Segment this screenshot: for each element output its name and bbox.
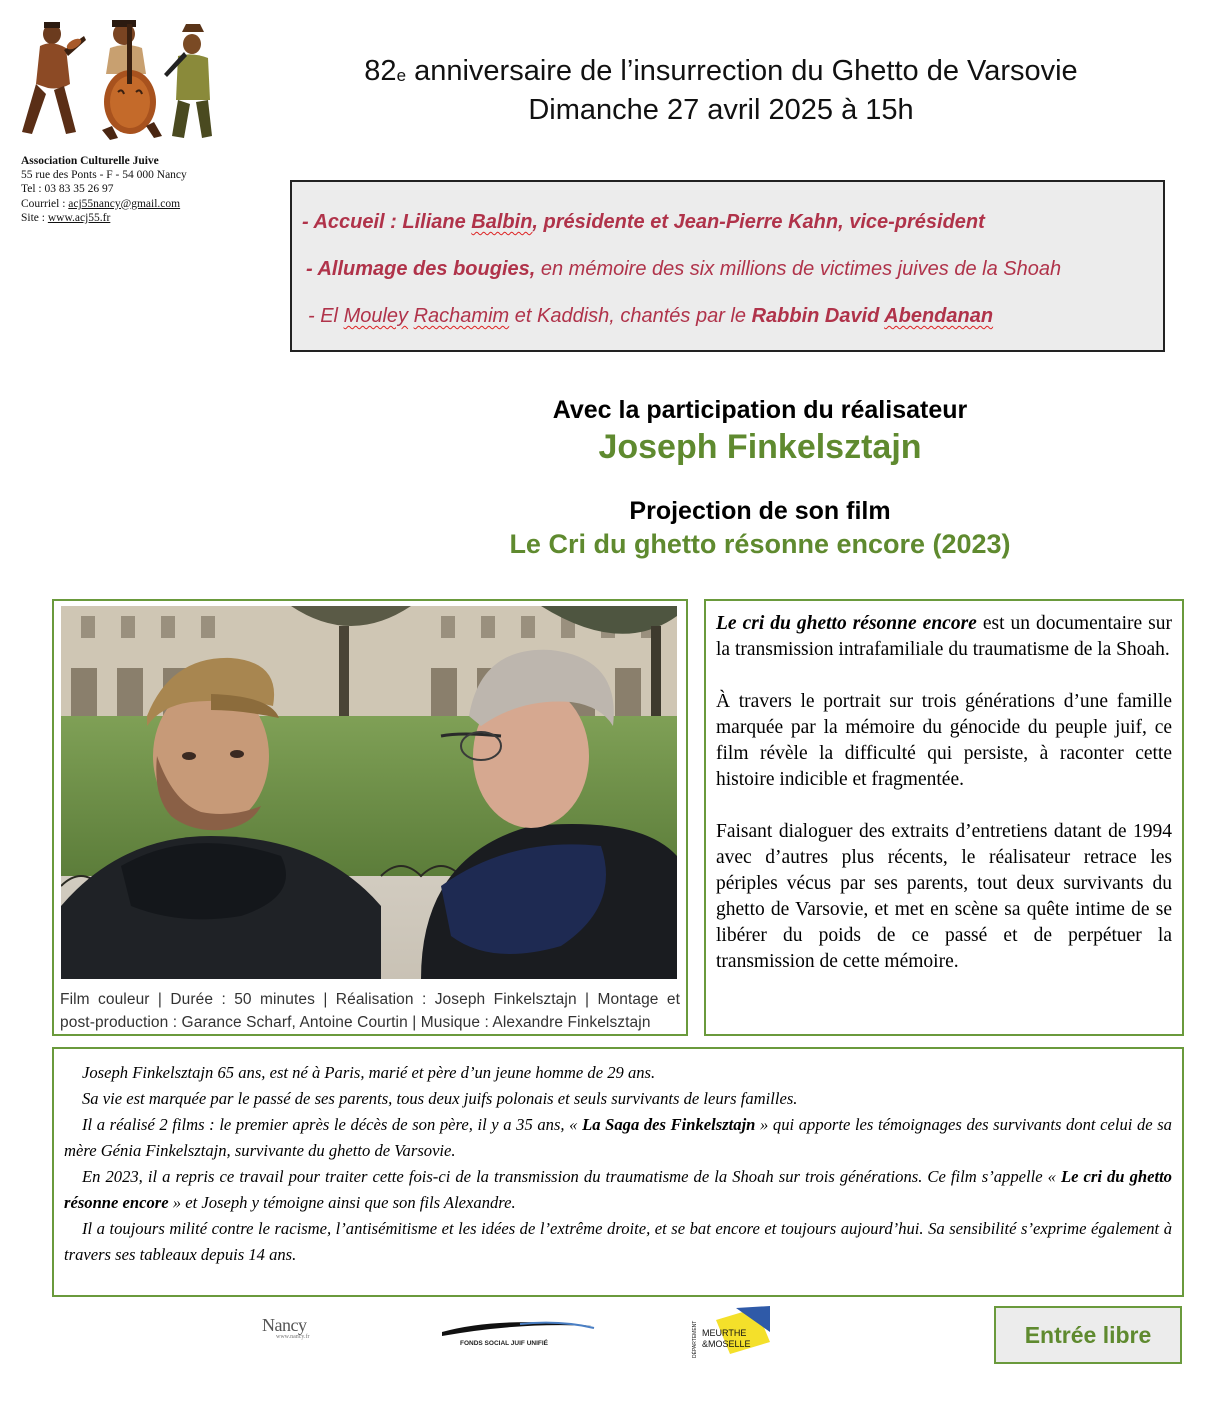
clarinetist-figure (164, 24, 212, 138)
association-email-row: Courriel : acj55nancy@gmail.com (21, 197, 181, 210)
director-bio-box (52, 1047, 1184, 1297)
svg-text:DÉPARTEMENT: DÉPARTEMENT (692, 1320, 698, 1358)
program-item-welcome: - Accueil : Liliane Balbin, présidente et Jean-Pierre Kahn, vice-président (302, 211, 985, 233)
description-paragraph-1: Le cri du ghetto résonne encore est un documentaire sur la transmission intrafamiliale du traumatisme de la Shoah. (716, 613, 1172, 660)
association-email-link[interactable]: acj55nancy@gmail.com (68, 197, 181, 210)
bio-paragraph-1: Joseph Finkelsztajn 65 ans, est né à Paris, marié et père d’un jeune homme de 29 ans. (82, 1063, 656, 1082)
program-item-kaddish: - El Mouley Rachamim et Kaddish, chantés par le Rabbin David Abendanan (308, 305, 994, 327)
violinist-figure (22, 22, 86, 134)
description-paragraph-2: À travers le portrait sur trois générations d’une famille marquée par la mémoire du génocide du peuple juif, ce film révèle la difficulté qui persiste, à raconter cette histoire indicible et fragmentée. (716, 691, 1172, 790)
svg-text:FONDS SOCIAL JUIF UNIFIÉ: FONDS SOCIAL JUIF UNIFIÉ (460, 1340, 548, 1347)
film-credits-line2: post-production : Garance Scharf, Antoine Courtin | Musique : Alexandre Finkelsztajn (60, 1014, 651, 1031)
director-name: Joseph Finkelsztajn (598, 428, 922, 466)
association-info (21, 154, 281, 225)
fsju-logo (440, 1318, 596, 1348)
association-name: Association Culturelle Juive (21, 155, 159, 167)
association-site-link[interactable]: www.acj55.fr (47, 211, 111, 224)
svg-text:&MOSELLE: &MOSELLE (702, 1339, 751, 1349)
program-item-candles: - Allumage des bougies, en mémoire des six millions de victimes juives de la Shoah (306, 258, 1062, 280)
film-photo-box (52, 599, 688, 1036)
svg-text:MEURTHE: MEURTHE (702, 1328, 747, 1338)
event-title: 82e anniversaire de l’insurrection du Ghetto de Varsovie (364, 55, 1078, 87)
projection-intro: Projection de son film (629, 497, 891, 525)
musicians-logo (14, 14, 220, 142)
film-still-photo (61, 606, 677, 979)
association-site-row: Site : www.acj55.fr (21, 211, 111, 224)
bio-paragraph-3: Il a réalisé 2 films : le premier après le décès de son père, il y a 35 ans, « La Saga des Finkelsztajn » qui apporte les témoignages des survivants dont celui de sa mère Génia Finkelsztajn, survivante du ghetto de Varsovie. (64, 1115, 1172, 1160)
association-address: 55 rue des Ponts - F - 54 000 Nancy (21, 169, 187, 182)
free-entry-badge: Entrée libre (994, 1306, 1182, 1364)
bio-paragraph-2: Sa vie est marquée par le passé de ses parents, tous deux juifs polonais et seuls survivants de leurs familles. (82, 1089, 798, 1108)
film-description-box (704, 599, 1184, 1036)
film-credits (60, 988, 680, 1034)
event-date: Dimanche 27 avril 2025 à 15h (528, 94, 914, 126)
bio-paragraph-4: En 2023, il a repris ce travail pour traiter cette fois-ci de la transmission du traumatisme de la Shoah sur trois générations. Ce film s’appelle « Le cri du ghetto résonne encore » et Joseph y témoigne ainsi que son fils Alexandre. (64, 1167, 1172, 1212)
participation-intro: Avec la participation du réalisateur (552, 396, 968, 424)
bio-paragraph-5: Il a toujours milité contre le racisme, l’antisémitisme et les idées de l’extrême droite, et se bat encore et toujours aujourd’hui. Sa sensibilité s’exprime également à travers ses tableaux depuis 14 ans. (64, 1219, 1172, 1264)
association-tel: Tel : 03 83 35 26 97 (21, 183, 114, 196)
bassist-figure (102, 20, 162, 140)
event-header (290, 52, 1152, 130)
nancy-logo: Nancy www.nancy.fr (262, 1315, 310, 1340)
film-credits-line1: Film couleur | Durée : 50 minutes | Réalisation : Joseph Finkelsztajn | Montage et (60, 991, 680, 1008)
program-box (290, 180, 1165, 352)
meurthe-moselle-logo (690, 1306, 774, 1362)
description-paragraph-3: Faisant dialoguer des extraits d’entretiens datant de 1994 avec d’autres plus récents, le réalisateur retrace les périples vécus par ses parents, tout deux survivants du ghetto de Varsovie, et met en scène sa quête intime de se libérer du poids de ce passé et de perpétuer la transmission de cette mémoire. (716, 821, 1172, 972)
film-title: Le Cri du ghetto résonne encore (2023) (509, 529, 1011, 559)
